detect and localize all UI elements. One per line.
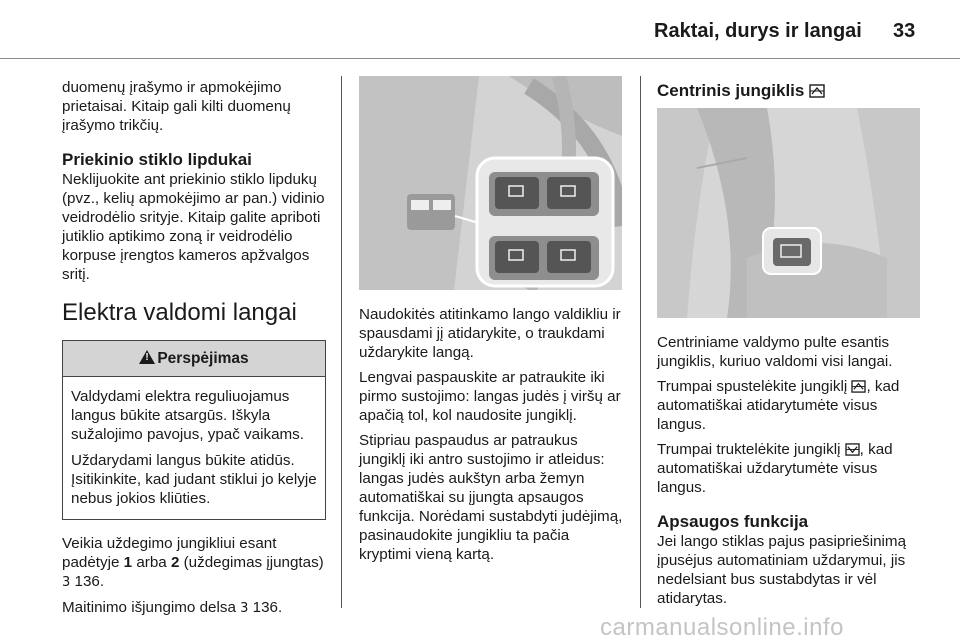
ignition-paragraph (62, 534, 326, 592)
column-3 (657, 78, 923, 101)
warning-title: Perspėjimas (157, 350, 249, 367)
ignition-text-or: arba (132, 554, 171, 571)
central-switch-heading-text: Centrinis jungiklis (657, 81, 805, 100)
watermark: carmanualsonline.info (600, 614, 844, 641)
central-paragraph-3-b: , kad automatiškai uždarytumėte visus langus. (657, 441, 893, 496)
usage-paragraph-3: Stipriau paspaudus ar patraukus jungiklį iki antro sustojimo ir atleidus: langas judės aukštyn arba žemyn automatiškai su įjungta apsaugos funkcija. Norėdami sustabdyti judėjimą, pasinaudokite jungikliu ta pačia kryptimi vieną kartą. (359, 432, 623, 563)
column-1 (62, 78, 326, 624)
central-paragraph-3-a: Trumpai truktelėkite jungiklį (657, 441, 845, 458)
warning-paragraph-1: Valdydami elektra reguliuojamus langus būkite atsargūs. Iškyla sužalojimo pavojus, ypač vaikams. (71, 388, 304, 443)
usage-paragraph-1: Naudokitės atitinkamo lango valdikliu ir spausdami jį atidarykite, o traukdami uždarykite langą. (359, 306, 621, 361)
column-2 (359, 305, 625, 570)
section-heading: Elektra valdomi langai (62, 299, 297, 326)
delay-page-ref[interactable]: 136. (252, 599, 283, 616)
header-rule (0, 58, 960, 59)
central-switch-heading (657, 80, 923, 101)
usage-paragraph-2: Lengvai paspauskite ar patraukite iki pirmo sustojimo: langas judės į viršų ar apačią tol, kol naudosite jungiklį. (359, 369, 621, 424)
warning-paragraph-2: Uždarydami langus būkite atidūs. Įsitikinkite, kad judant stiklui jo kelyje nebus jokios kliūties. (71, 452, 317, 507)
column-divider-2 (640, 76, 641, 608)
central-paragraph-1: Centriniame valdymo pulte esantis jungiklis, kuriuo valdomi visi langai. (657, 334, 893, 370)
protection-paragraph: Jei lango stiklas pajus pasipriešinimą įpusėjus automatiniam uždarymui, jis nedelsiant bus sustabdytas ir vėl atidarytas. (657, 533, 907, 607)
central-paragraph-2-b: , kad automatiškai atidarytumėte visus langus. (657, 378, 900, 433)
page-header-title: Raktai, durys ir langai (654, 20, 862, 42)
delay-text: Maitinimo išjungimo delsa (62, 599, 241, 616)
ignition-position-1: 1 (123, 554, 133, 571)
central-paragraph-2-a: Trumpai spustelėkite jungiklį (657, 378, 852, 395)
protection-heading: Apsaugos funkcija (657, 512, 809, 531)
window-switch-icon (809, 84, 825, 98)
windshield-paragraph: Neklijuokite ant priekinio stiklo lipdukų (pvz., kelių apmokėjimo ar pan.) vidinio veidrodėlio srityje. Kitaip galite apriboti jutiklio aptikimo zoną ir veidrodėlio korpuse įrengtos kameros apžvalgos sritį. (62, 171, 325, 283)
door-switch-figure (359, 76, 622, 290)
central-switch-figure (657, 108, 920, 318)
central-paragraph-3 (657, 440, 923, 497)
ignition-text-b: (uždegimas įjungtas) (179, 554, 324, 571)
ignition-position-2: 2 (170, 554, 180, 571)
page-reference-icon: 3 (62, 575, 71, 590)
delay-paragraph (62, 598, 326, 618)
central-paragraph-2 (657, 377, 923, 434)
window-switch-icon (845, 443, 860, 456)
window-switch-icon (851, 380, 866, 393)
windshield-heading: Priekinio stiklo lipdukai (62, 150, 252, 169)
column-3-lower (657, 333, 923, 614)
warning-box (62, 340, 326, 520)
intro-paragraph: duomenų įrašymo ir apmokėjimo prietaisai. Kitaip gali kilti duomenų įrašymo trikčių. (62, 79, 291, 134)
column-divider-1 (341, 76, 342, 608)
ignition-page-ref[interactable]: 136. (74, 573, 105, 590)
warning-body (63, 377, 325, 519)
page-number: 33 (893, 20, 916, 42)
warning-triangle-icon (139, 350, 155, 364)
ignition-text-a: Veikia uždegimo jungikliui esant padėtyje (62, 535, 277, 571)
warning-header (63, 341, 325, 377)
page-reference-icon: 3 (240, 601, 249, 616)
